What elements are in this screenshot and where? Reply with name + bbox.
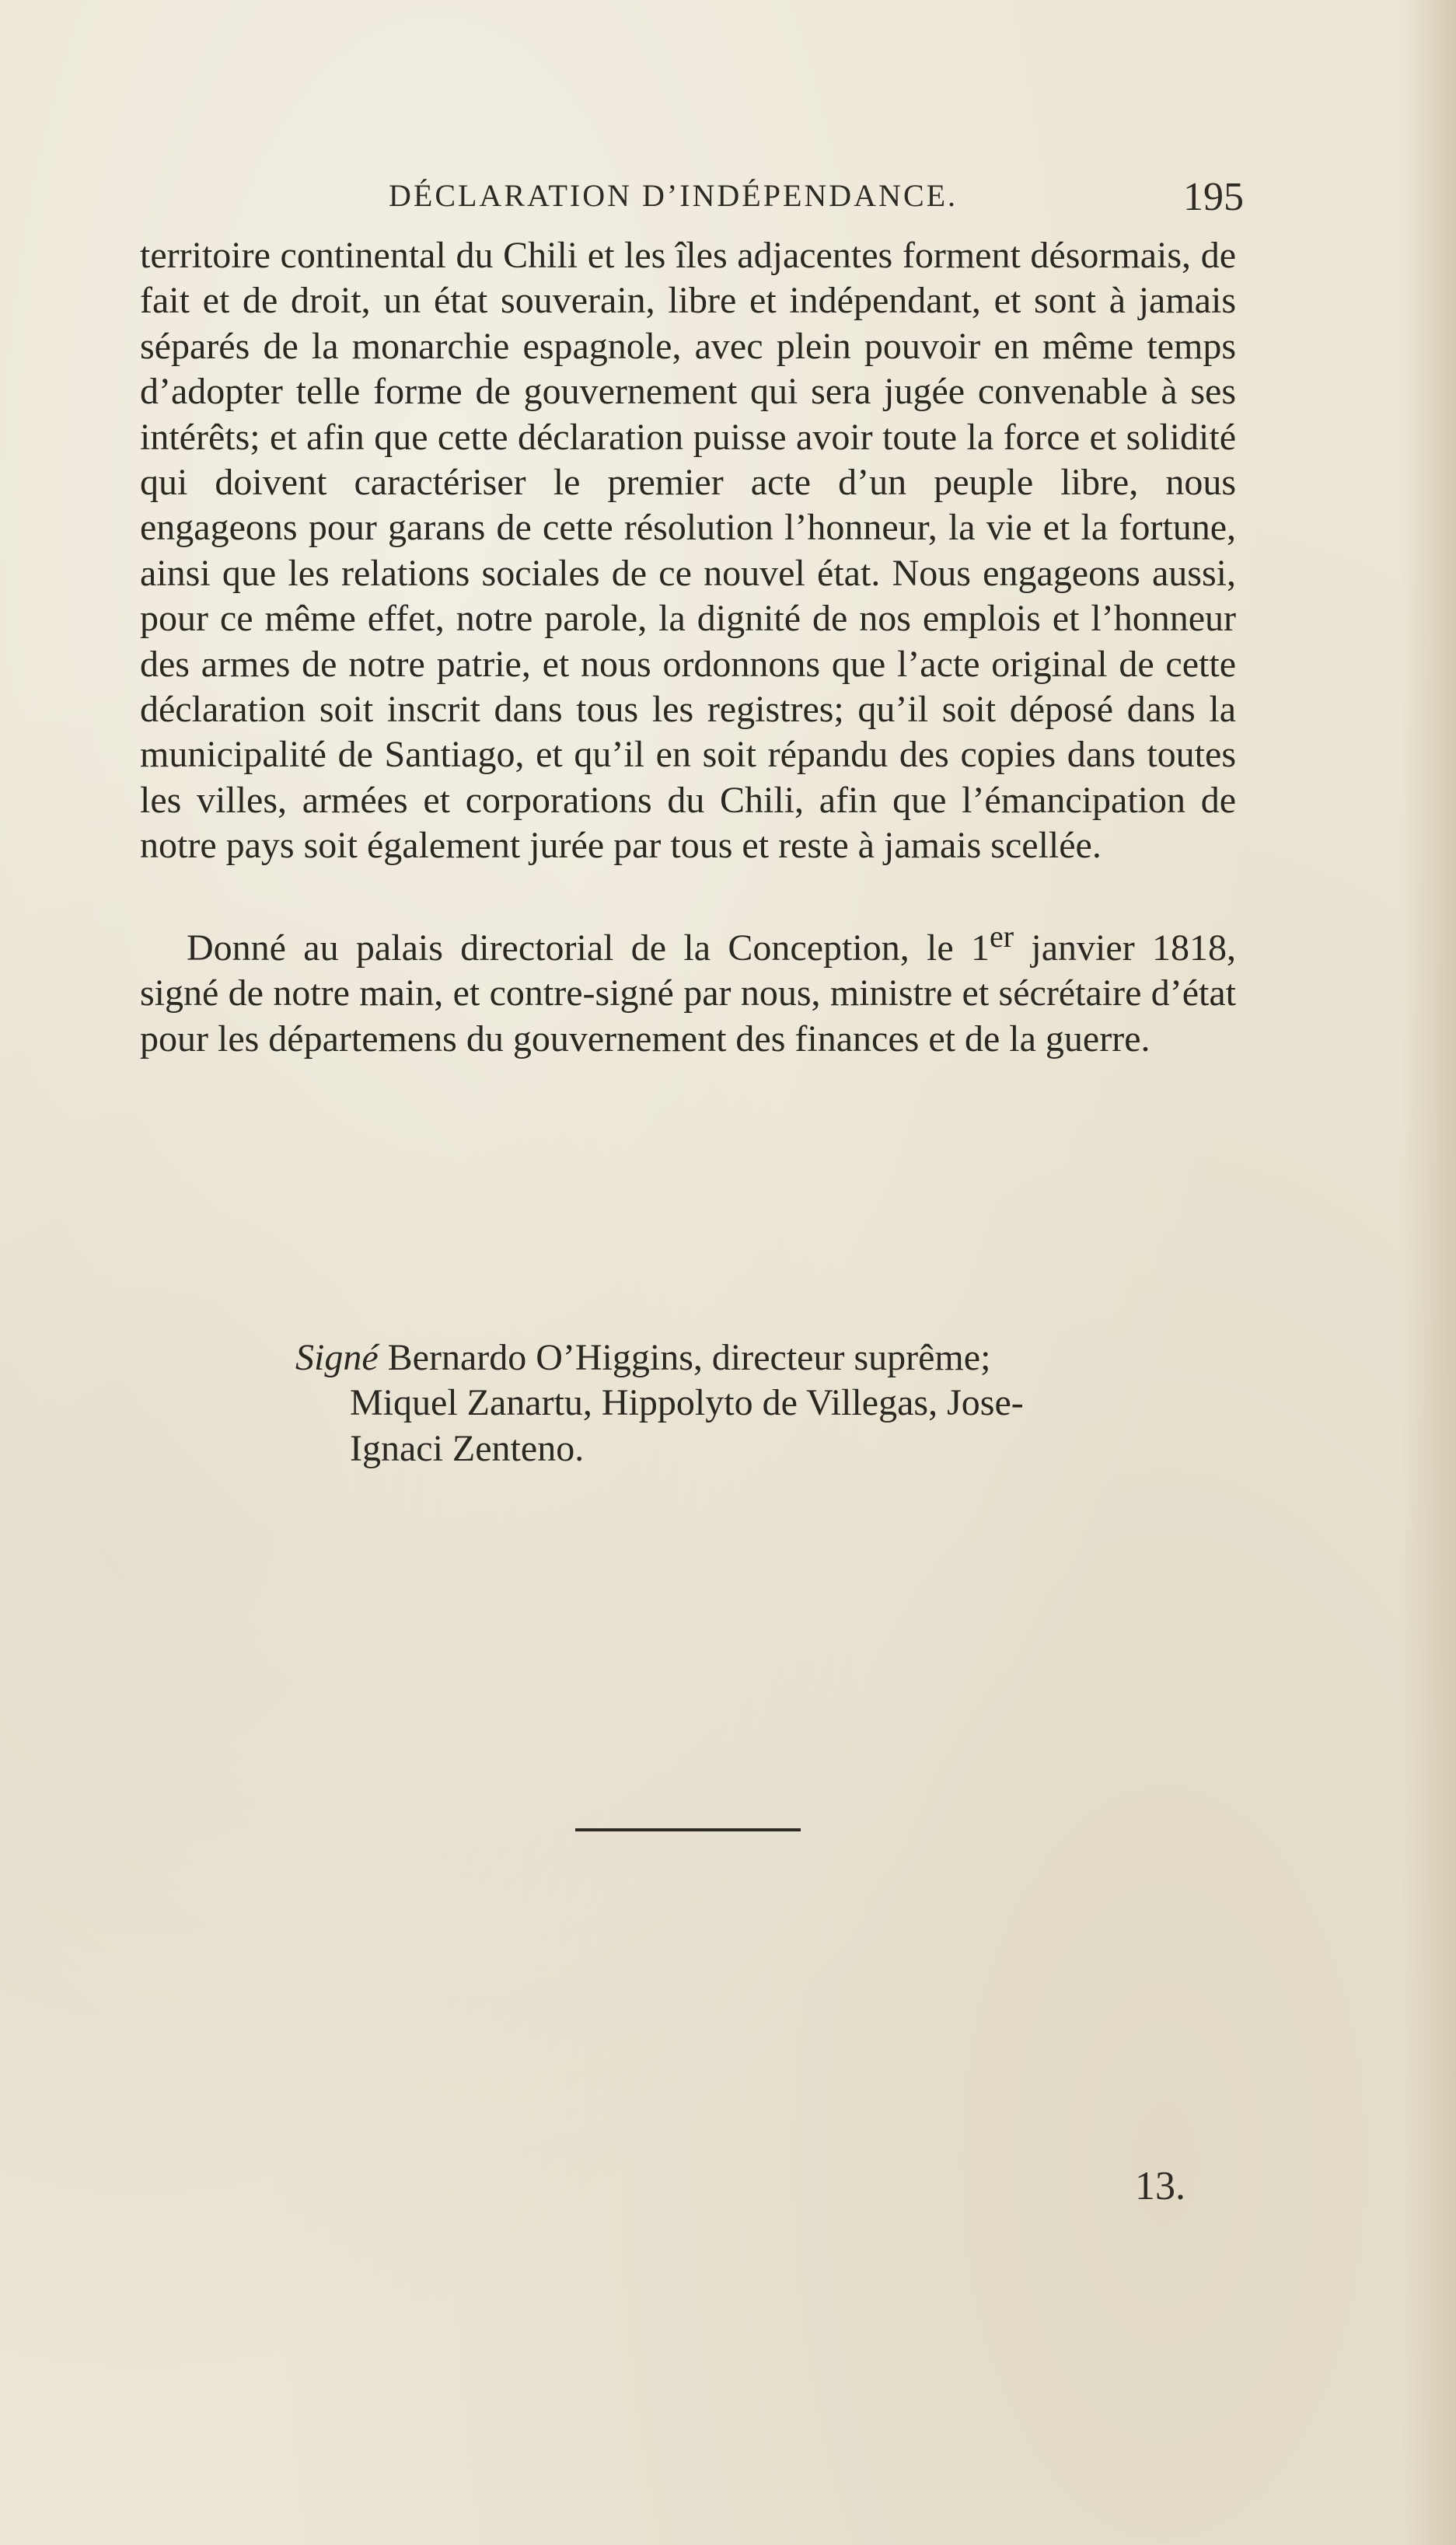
page-edge-shading xyxy=(1402,0,1456,2545)
page-number: 195 xyxy=(1183,175,1244,219)
dateline-text-end: janvier 1818, signé de notre main, et contre-signé par nous, ministre et sécrétaire d’état pour les départemens du gouvernement des finances et de la guerre. xyxy=(140,927,1237,1060)
running-head xyxy=(140,177,1244,224)
main-text xyxy=(140,233,1236,1062)
section-divider xyxy=(575,1828,801,1831)
body-paragraph: territoire continental du Chili et les îles adjacentes forment désormais, de fait et de droit, un état souverain, libre et indépendant, et sont à jamais séparés de la monarchie espagnole, avec plein pouvoir en même temps d’adopter telle forme de gouvernement qui sera jugée convenable à ses intérêts; et afin que cette déclaration puisse avoir toute la force et solidité qui doivent caractériser le premier acte d’un peuple libre, nous engageons pour garans de cette résolution l’honneur, la vie et la fortune, ainsi que les relations sociales de ce nouvel état. Nous engageons aussi, pour ce même effet, notre parole, la dignité de nos emplois et l’honneur des armes de notre patrie, et nous ordonnons que l’acte original de cette déclaration soit inscrit dans tous les registres; qu’il soit déposé dans la municipalité de Santiago, et qu’il en soit répandu des copies dans toutes les villes, armées et corporations du Chili, afin que l’émancipation de notre pays soit également jurée par tous et reste à jamais scellée. xyxy=(140,235,1236,867)
dateline-text-start: Donné au palais directorial de la Conception, le 1 xyxy=(187,927,990,969)
printer-signature-mark: 13. xyxy=(1135,2164,1185,2208)
signature-line-1 xyxy=(295,1335,1244,1381)
signed-word: Signé xyxy=(295,1337,379,1378)
signature-block xyxy=(295,1335,1244,1471)
signature-line-1-text: Bernardo O’Higgins, directeur suprême; xyxy=(378,1337,991,1378)
signature-line-3: Ignaci Zenteno. xyxy=(350,1427,585,1469)
dateline-superscript: er xyxy=(990,918,1014,954)
signature-line-2: Miquel Zanartu, Hippolyto de Villegas, Jose- xyxy=(350,1382,1024,1424)
running-title: DÉCLARATION D’INDÉPENDANCE. xyxy=(389,178,958,213)
dateline-paragraph xyxy=(140,914,1236,1062)
